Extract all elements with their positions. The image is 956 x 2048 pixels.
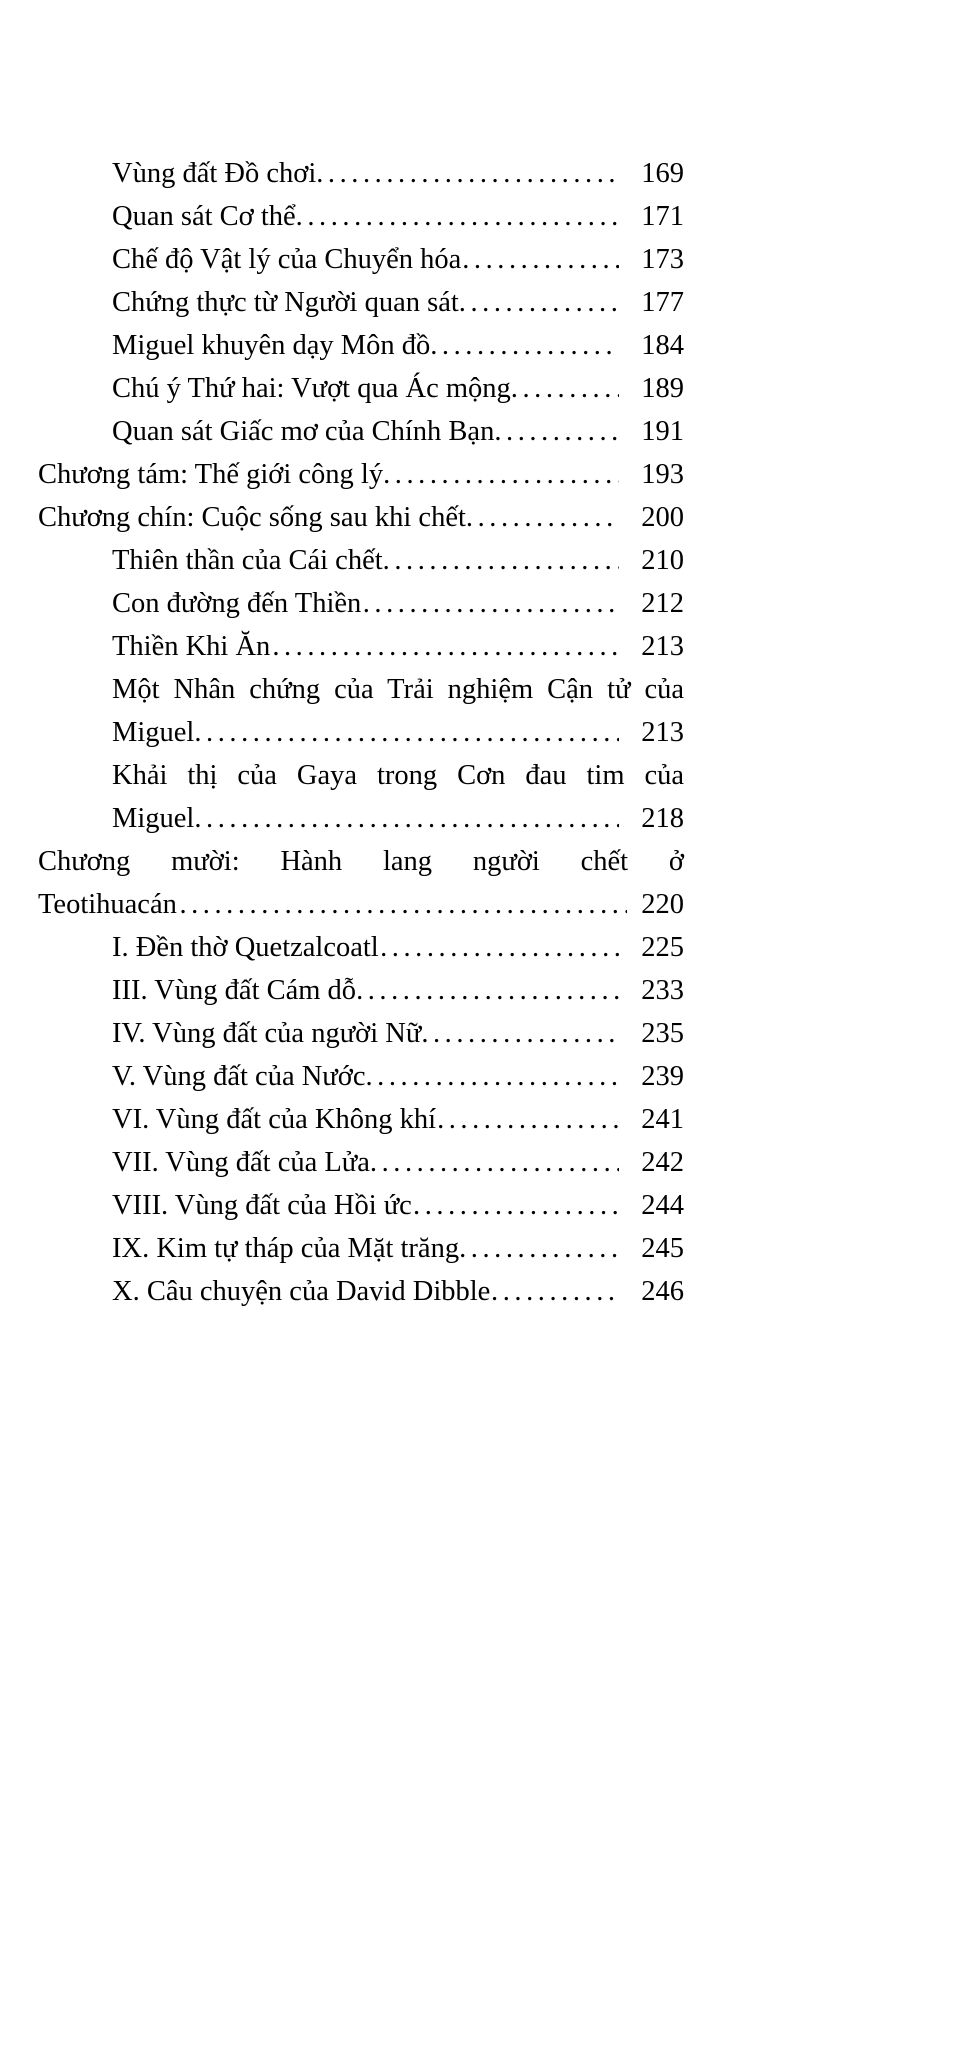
dot-leader	[370, 1149, 619, 1178]
dot-leader	[413, 1192, 619, 1221]
toc-page-number: 193	[641, 459, 684, 490]
toc-entry[interactable]	[38, 246, 684, 275]
toc-entry-title: X. Câu chuyện của David Dibble	[112, 1276, 491, 1307]
toc-entry-title: Chương chín: Cuộc sống sau khi chết	[38, 502, 466, 533]
toc-entry-title: Quan sát Cơ thể	[112, 201, 296, 232]
dot-leader	[421, 1020, 619, 1049]
toc-entry[interactable]	[38, 676, 684, 748]
toc-page-number: 239	[641, 1061, 684, 1092]
toc-page-number: 212	[641, 588, 684, 619]
dot-leader	[194, 805, 619, 834]
toc-entry-title: III. Vùng đất Cám dỗ	[112, 975, 357, 1006]
dot-leader	[356, 977, 619, 1006]
dot-leader	[179, 891, 627, 920]
toc-entry[interactable]	[38, 418, 684, 447]
toc-entry-title-continued: Miguel	[112, 717, 195, 748]
toc-entry-title: VIII. Vùng đất của Hồi ức	[112, 1190, 412, 1221]
toc-entry[interactable]	[38, 1235, 684, 1264]
toc-entry[interactable]	[38, 461, 684, 490]
dot-leader	[383, 547, 619, 576]
toc-page-number: 213	[641, 631, 684, 662]
dot-leader	[296, 203, 619, 232]
toc-entry[interactable]	[38, 332, 684, 361]
toc-entry-title-continued: Teotihuacán	[38, 889, 177, 920]
toc-page-number: 225	[641, 932, 684, 963]
dot-leader	[459, 289, 619, 318]
toc-page-number: 200	[641, 502, 684, 533]
toc-entry-title: Chương tám: Thế giới công lý	[38, 459, 384, 490]
dot-leader	[462, 246, 619, 275]
toc-entry-title: Chương mười: Hành lang người chết ở	[38, 846, 684, 877]
toc-entry[interactable]	[38, 1020, 684, 1049]
dot-leader	[430, 332, 619, 361]
toc-entry[interactable]	[38, 1106, 684, 1135]
toc-entry[interactable]	[38, 1149, 684, 1178]
toc-page-number: 169	[641, 158, 684, 189]
dot-leader	[437, 1106, 619, 1135]
toc-page-number: 218	[641, 803, 684, 834]
toc-entry-title: Con đường đến Thiền	[112, 588, 362, 619]
toc-page-number: 191	[641, 416, 684, 447]
toc-page-number: 189	[641, 373, 684, 404]
toc-entry-title: Thiền Khi Ăn	[112, 631, 271, 662]
toc-entry-title: Thiên thần của Cái chết	[112, 545, 383, 576]
toc-entry-title: I. Đền thờ Quetzalcoatl	[112, 932, 379, 963]
dot-leader	[494, 418, 619, 447]
dot-leader	[363, 590, 619, 619]
toc-page-number: 242	[641, 1147, 684, 1178]
toc-entry-title: Vùng đất Đồ chơi	[112, 158, 317, 189]
table-of-contents-list	[38, 160, 684, 1321]
toc-entry[interactable]	[38, 289, 684, 318]
toc-page-number: 171	[641, 201, 684, 232]
toc-entry[interactable]	[38, 203, 684, 232]
toc-page-number: 210	[641, 545, 684, 576]
toc-entry-title: V. Vùng đất của Nước	[112, 1061, 366, 1092]
toc-page-number: 244	[641, 1190, 684, 1221]
toc-entry-title: Quan sát Giấc mơ của Chính Bạn	[112, 416, 495, 447]
dot-leader	[316, 160, 619, 189]
toc-entry[interactable]	[38, 977, 684, 1006]
toc-entry-title: VII. Vùng đất của Lửa	[112, 1147, 370, 1178]
toc-entry[interactable]	[38, 1063, 684, 1092]
toc-entry-title: Chứng thực từ Người quan sát	[112, 287, 459, 318]
toc-page-number: 246	[641, 1276, 684, 1307]
toc-entry[interactable]	[38, 547, 684, 576]
toc-entry-title: Một Nhân chứng của Trải nghiệm Cận tử của	[112, 674, 684, 705]
dot-leader	[383, 461, 619, 490]
toc-entry[interactable]	[38, 848, 684, 920]
toc-entry-title: Chú ý Thứ hai: Vượt qua Ác mộng	[112, 373, 511, 404]
toc-entry-title: Miguel khuyên dạy Môn đồ	[112, 330, 431, 361]
toc-entry[interactable]	[38, 375, 684, 404]
toc-entry[interactable]	[38, 1192, 684, 1221]
toc-entry-title: IV. Vùng đất của người Nữ	[112, 1018, 422, 1049]
toc-page-number: 173	[641, 244, 684, 275]
toc-page-number: 184	[641, 330, 684, 361]
dot-leader	[194, 719, 619, 748]
dot-leader	[511, 375, 619, 404]
toc-page-number: 241	[641, 1104, 684, 1135]
toc-entry[interactable]	[38, 160, 684, 189]
toc-entry-title: VI. Vùng đất của Không khí	[112, 1104, 437, 1135]
toc-entry-title: Khải thị của Gaya trong Cơn đau tim của	[112, 760, 684, 791]
toc-entry[interactable]	[38, 590, 684, 619]
toc-entry[interactable]	[38, 633, 684, 662]
dot-leader	[459, 1235, 619, 1264]
toc-page-number: 235	[641, 1018, 684, 1049]
toc-entry-title: IX. Kim tự tháp của Mặt trăng	[112, 1233, 460, 1264]
toc-page-number: 245	[641, 1233, 684, 1264]
toc-entry[interactable]	[38, 504, 684, 533]
toc-entry-title: Chế độ Vật lý của Chuyển hóa	[112, 244, 462, 275]
dot-leader	[466, 504, 619, 533]
dot-leader	[491, 1278, 619, 1307]
dot-leader	[272, 633, 619, 662]
toc-page-number: 233	[641, 975, 684, 1006]
dot-leader	[380, 934, 619, 963]
toc-entry[interactable]	[38, 934, 684, 963]
toc-entry-title-continued: Miguel	[112, 803, 195, 834]
dot-leader	[365, 1063, 619, 1092]
toc-page-number: 220	[641, 889, 684, 920]
toc-entry[interactable]	[38, 1278, 684, 1307]
toc-page-number: 177	[641, 287, 684, 318]
toc-entry[interactable]	[38, 762, 684, 834]
toc-page-number: 213	[641, 717, 684, 748]
